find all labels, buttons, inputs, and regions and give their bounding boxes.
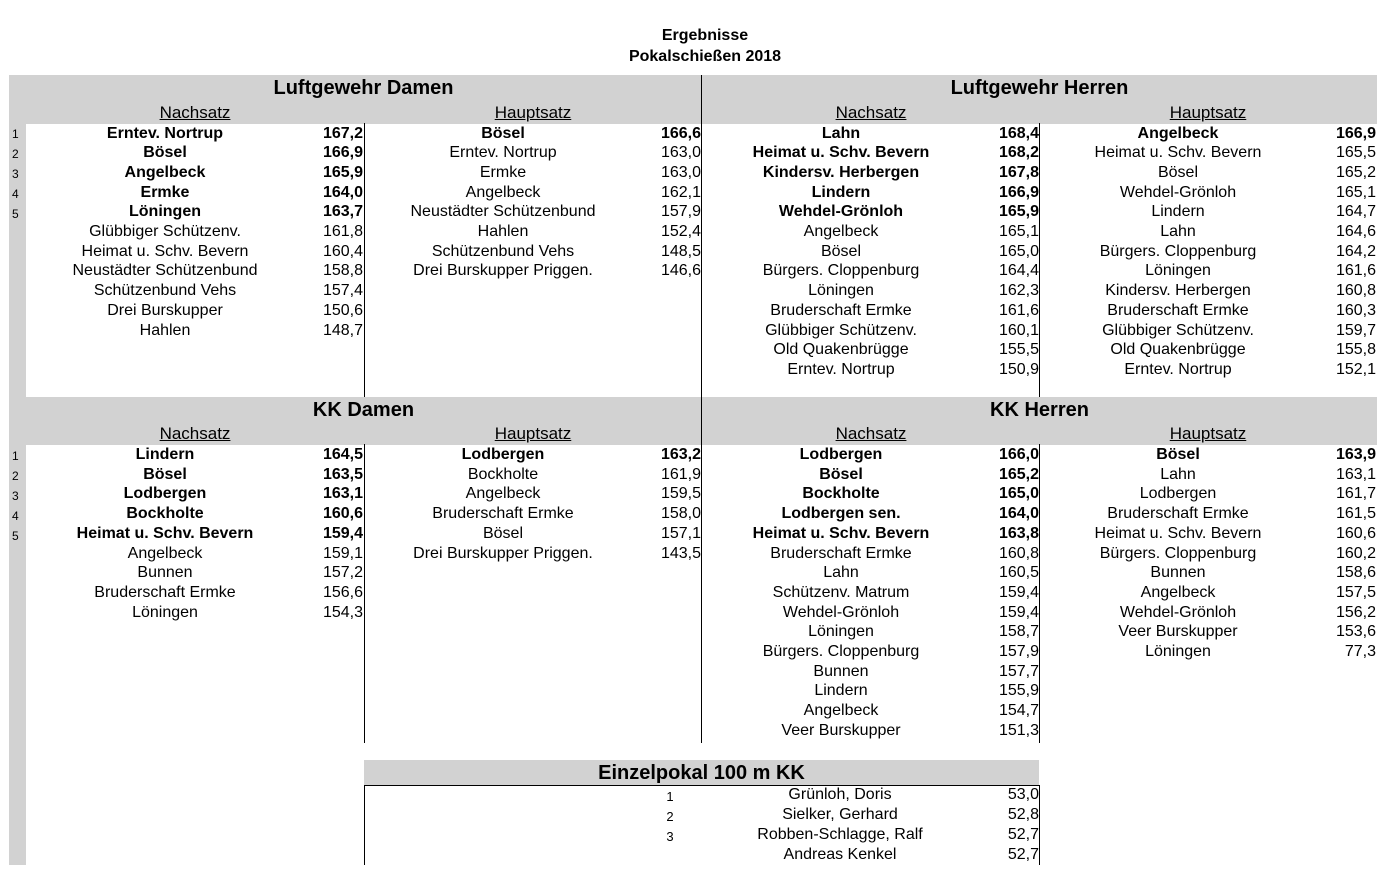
- score-value: 153,6: [1335, 623, 1376, 641]
- table-row: [702, 183, 1040, 203]
- team-name: Bürgers. Cloppenburg: [1099, 544, 1257, 562]
- team-name: Angelbeck: [1137, 124, 1219, 142]
- team-name: Bösel: [1156, 446, 1200, 463]
- score-value: 165,5: [1335, 144, 1376, 162]
- table-row: [26, 301, 364, 321]
- team-name: Löningen: [129, 203, 201, 221]
- score-value: 165,0: [998, 485, 1039, 503]
- score-value: 166,9: [998, 183, 1039, 201]
- page-title-line1: Ergebnisse: [661, 27, 749, 44]
- team-name: Löningen: [1145, 262, 1211, 280]
- score-value: 164,7: [1335, 203, 1376, 221]
- team-name: Heimat u. Schv. Bevern: [752, 144, 930, 162]
- table-row: [702, 544, 1040, 564]
- score-value: 164,0: [998, 505, 1039, 523]
- team-name: Angelbeck: [127, 544, 203, 562]
- table-row: [1039, 603, 1377, 623]
- table-row: [1039, 301, 1377, 321]
- team-name: Erntev. Nortrup: [787, 360, 895, 378]
- score-value: 164,6: [1335, 223, 1376, 240]
- team-name: Wehdel-Grönloh: [1119, 183, 1237, 201]
- table-row: [1039, 360, 1377, 380]
- rank-mid-1: 1: [12, 449, 19, 463]
- team-name: Bürgers. Cloppenburg: [1099, 242, 1257, 260]
- team-name: Erntev. Nortrup: [1124, 360, 1232, 378]
- table-row: [702, 681, 1040, 701]
- team-name: Löningen: [808, 282, 874, 300]
- table-row: [702, 563, 1040, 583]
- table-row: [1039, 340, 1377, 360]
- team-name: Veer Burskupper: [781, 721, 901, 739]
- team-name: Löningen: [132, 603, 198, 621]
- table-row: [364, 202, 702, 222]
- table-row: [702, 465, 1040, 485]
- subheader-lg-damen-hauptsatz: Hauptsatz: [494, 103, 572, 122]
- table-row: [702, 340, 1040, 360]
- team-name: Bockholte: [126, 505, 204, 523]
- table-row: [364, 183, 702, 203]
- team-name: Bruderschaft Ermke: [94, 583, 236, 601]
- team-name: Schützenbund Vehs: [93, 282, 237, 300]
- rank-mid-5: 5: [12, 529, 19, 543]
- team-name: Lindern: [1151, 203, 1205, 221]
- team-name: Heimat u. Schv. Bevern: [1094, 144, 1262, 162]
- section-title-kk-damen: KK Damen: [312, 399, 415, 421]
- table-row: [702, 360, 1040, 380]
- score-value: 77,3: [1344, 643, 1376, 660]
- score-value: 161,6: [998, 301, 1039, 319]
- table-row: [26, 163, 364, 183]
- team-name: Glübbiger Schützenv.: [89, 223, 241, 240]
- team-name: Angelbeck: [465, 183, 541, 201]
- score-value: 161,5: [1335, 505, 1376, 523]
- table-row: [26, 603, 364, 623]
- score-value: 167,8: [998, 163, 1039, 181]
- score-value: 161,8: [322, 223, 363, 240]
- score-value: 164,4: [998, 262, 1039, 280]
- team-name: Bockholte: [802, 485, 880, 503]
- score-value: 163,9: [1335, 446, 1376, 463]
- table-row: [1039, 642, 1377, 662]
- team-name: Bruderschaft Ermke: [432, 505, 574, 523]
- team-name: Bösel: [143, 144, 187, 162]
- table-row: [702, 124, 1040, 144]
- table-row: [364, 222, 702, 242]
- team-name: Lindern: [135, 446, 195, 463]
- table-row: [702, 785, 1040, 805]
- score-value: 165,2: [1335, 163, 1376, 181]
- team-name: Lahn: [823, 564, 859, 582]
- score-value: 160,4: [322, 242, 363, 260]
- table-row: [364, 504, 702, 524]
- team-name: Angelbeck: [124, 163, 206, 181]
- table-row: [1039, 445, 1377, 465]
- score-value: 53,0: [1007, 786, 1039, 803]
- rank-top-4: 4: [12, 187, 19, 201]
- score-value: 146,6: [660, 262, 701, 280]
- score-value: 148,7: [322, 321, 363, 339]
- table-row: [364, 242, 702, 262]
- table-row: [26, 445, 364, 465]
- score-value: 168,4: [998, 124, 1039, 142]
- table-row: [702, 583, 1040, 603]
- score-value: 163,1: [322, 485, 363, 503]
- team-name: Heimat u. Schv. Bevern: [81, 242, 249, 260]
- team-name: Bürgers. Cloppenburg: [762, 643, 920, 660]
- table-row: [26, 321, 364, 341]
- score-value: 156,6: [322, 583, 363, 601]
- score-value: 163,5: [322, 465, 363, 483]
- team-name: Ermke: [140, 183, 190, 201]
- team-name: Bunnen: [1150, 564, 1206, 582]
- table-row: [702, 662, 1040, 682]
- score-value: 152,1: [1335, 360, 1376, 378]
- table-row: [1039, 465, 1377, 485]
- einzel-rank: 2: [666, 809, 674, 824]
- score-value: 150,9: [998, 360, 1039, 378]
- team-name: Lodbergen: [461, 446, 545, 463]
- team-name: Wehdel-Grönloh: [782, 603, 900, 621]
- table-row: [364, 445, 702, 465]
- rank-mid-3: 3: [12, 489, 19, 503]
- score-value: 158,0: [660, 505, 701, 523]
- score-value: 163,0: [660, 163, 701, 181]
- rank-top-1: 1: [12, 127, 19, 141]
- team-name: Ermke: [479, 163, 527, 181]
- team-name: Angelbeck: [465, 485, 541, 503]
- score-value: 160,5: [998, 564, 1039, 582]
- team-name: Bruderschaft Ermke: [1107, 505, 1249, 523]
- team-name: Kindersv. Herbergen: [1105, 282, 1251, 300]
- table-row: [1039, 143, 1377, 163]
- table-row: [702, 143, 1040, 163]
- table-row: [702, 524, 1040, 544]
- score-value: 166,6: [660, 124, 701, 142]
- rank-top-3: 3: [12, 167, 19, 181]
- table-row: [26, 544, 364, 564]
- table-row: [1039, 504, 1377, 524]
- score-value: 159,4: [998, 603, 1039, 621]
- table-row: [702, 805, 1040, 825]
- score-value: 150,6: [322, 301, 363, 319]
- table-row: [702, 701, 1040, 721]
- table-row: [1039, 583, 1377, 603]
- table-row: [702, 301, 1040, 321]
- score-value: 164,0: [322, 183, 363, 201]
- divider-einzel-left: [364, 785, 365, 865]
- score-value: 165,0: [998, 242, 1039, 260]
- score-value: 154,7: [998, 702, 1039, 720]
- score-value: 158,7: [998, 623, 1039, 641]
- table-row: [364, 261, 702, 281]
- team-name: Bösel: [819, 465, 863, 483]
- team-name: Hahlen: [139, 321, 191, 339]
- score-value: 155,8: [1335, 341, 1376, 359]
- score-value: 151,3: [998, 721, 1039, 739]
- score-value: 159,4: [998, 583, 1039, 601]
- team-name: Schützenbund Vehs: [431, 242, 575, 260]
- team-name: Angelbeck: [1140, 583, 1216, 601]
- team-name: Old Quakenbrügge: [1110, 341, 1246, 359]
- team-name: Glübbiger Schützenv.: [765, 321, 917, 339]
- table-row: [26, 484, 364, 504]
- score-value: 157,9: [998, 643, 1039, 660]
- score-value: 160,8: [998, 544, 1039, 562]
- table-row: [26, 183, 364, 203]
- table-row: [702, 721, 1040, 741]
- score-value: 159,7: [1335, 321, 1376, 339]
- team-name: Löningen: [1145, 643, 1211, 660]
- rank-top-2: 2: [12, 147, 19, 161]
- score-value: 163,0: [660, 144, 701, 162]
- score-value: 162,1: [660, 183, 701, 201]
- table-row: [26, 563, 364, 583]
- score-value: 165,9: [322, 163, 363, 181]
- subheader-kk-damen-hauptsatz: Hauptsatz: [494, 424, 572, 443]
- subheader-lg-damen-nachsatz: Nachsatz: [159, 103, 231, 122]
- table-row: [26, 124, 364, 144]
- score-value: 164,5: [322, 446, 363, 463]
- section-title-lg-damen: Luftgewehr Damen: [273, 77, 454, 99]
- section-title-lg-herren: Luftgewehr Herren: [950, 77, 1129, 99]
- table-row: [1039, 321, 1377, 341]
- team-name: Bürgers. Cloppenburg: [762, 262, 920, 280]
- table-row: [1039, 563, 1377, 583]
- score-value: 157,9: [660, 203, 701, 221]
- team-name: Bunnen: [813, 662, 869, 680]
- team-name: Löningen: [808, 623, 874, 641]
- score-value: 163,1: [1335, 465, 1376, 483]
- score-value: 166,9: [1335, 124, 1376, 142]
- team-name: Bösel: [482, 524, 524, 542]
- team-name: Heimat u. Schv. Bevern: [752, 524, 930, 542]
- table-row: [702, 603, 1040, 623]
- section-title-einzelpokal: Einzelpokal 100 m KK: [598, 762, 805, 784]
- table-row: [1039, 124, 1377, 144]
- shooter-name: Sielker, Gerhard: [782, 806, 898, 823]
- score-value: 143,5: [660, 544, 701, 562]
- team-name: Lodbergen: [1139, 485, 1217, 503]
- table-row: [26, 465, 364, 485]
- table-row: [702, 261, 1040, 281]
- score-value: 165,1: [1335, 183, 1376, 201]
- team-name: Bösel: [143, 465, 187, 483]
- team-name: Neustädter Schützenbund: [72, 262, 258, 280]
- team-name: Wehdel-Grönloh: [778, 203, 904, 221]
- score-value: 155,9: [998, 682, 1039, 700]
- subheader-lg-herren-hauptsatz: Hauptsatz: [1169, 103, 1247, 122]
- score-value: 160,1: [998, 321, 1039, 339]
- einzel-rank: 3: [666, 829, 674, 844]
- score-value: 159,5: [660, 485, 701, 503]
- score-value: 165,2: [998, 465, 1039, 483]
- team-name: Angelbeck: [803, 223, 879, 240]
- team-name: Drei Burskupper: [107, 301, 223, 319]
- team-name: Bösel: [1157, 163, 1199, 181]
- team-name: Lahn: [821, 124, 861, 142]
- table-row: [364, 124, 702, 144]
- table-row: [26, 504, 364, 524]
- score-value: 157,7: [998, 662, 1039, 680]
- score-value: 159,1: [322, 544, 363, 562]
- score-value: 168,2: [998, 144, 1039, 162]
- table-row: [1039, 524, 1377, 544]
- team-name: Wehdel-Grönloh: [1119, 603, 1237, 621]
- table-row: [364, 465, 702, 485]
- shooter-name: Grünloh, Doris: [788, 786, 892, 803]
- table-row: [1039, 183, 1377, 203]
- table-row: [1039, 163, 1377, 183]
- score-value: 158,8: [322, 262, 363, 280]
- score-value: 152,4: [660, 223, 701, 240]
- score-value: 160,6: [322, 505, 363, 523]
- table-row: [1039, 622, 1377, 642]
- score-value: 161,6: [1335, 262, 1376, 280]
- team-name: Lahn: [1160, 223, 1196, 240]
- table-row: [702, 845, 1040, 865]
- score-value: 165,1: [998, 223, 1039, 240]
- table-row: [26, 242, 364, 262]
- table-row: [1039, 281, 1377, 301]
- subheader-kk-herren-hauptsatz: Hauptsatz: [1169, 424, 1247, 443]
- team-name: Bösel: [481, 124, 525, 142]
- rank-mid-2: 2: [12, 469, 19, 483]
- team-name: Lodbergen: [123, 485, 207, 503]
- score-value: 52,7: [1007, 826, 1039, 843]
- team-name: Bunnen: [137, 564, 193, 582]
- team-name: Glübbiger Schützenv.: [1102, 321, 1254, 339]
- table-row: [702, 163, 1040, 183]
- score-value: 163,8: [998, 524, 1039, 542]
- table-row: [26, 222, 364, 242]
- table-row: [1039, 484, 1377, 504]
- shooter-name: Robben-Schlagge, Ralf: [757, 826, 923, 843]
- score-value: 160,8: [1335, 282, 1376, 300]
- score-value: 156,2: [1335, 603, 1376, 621]
- team-name: Lindern: [811, 183, 871, 201]
- table-row: [702, 484, 1040, 504]
- table-row: [1039, 544, 1377, 564]
- table-row: [364, 143, 702, 163]
- table-row: [702, 281, 1040, 301]
- table-row: [26, 524, 364, 544]
- score-value: 163,2: [660, 446, 701, 463]
- table-row: [702, 202, 1040, 222]
- team-name: Bruderschaft Ermke: [770, 544, 912, 562]
- table-row: [26, 202, 364, 222]
- score-value: 166,9: [322, 144, 363, 162]
- score-value: 157,4: [322, 282, 363, 300]
- team-name: Bruderschaft Ermke: [1107, 301, 1249, 319]
- team-name: Angelbeck: [803, 702, 879, 720]
- score-value: 155,5: [998, 341, 1039, 359]
- rank-top-5: 5: [12, 207, 19, 221]
- table-row: [1039, 261, 1377, 281]
- section-title-kk-herren: KK Herren: [990, 399, 1089, 421]
- table-row: [26, 583, 364, 603]
- team-name: Neustädter Schützenbund: [410, 203, 596, 221]
- table-row: [702, 642, 1040, 662]
- score-value: 148,5: [660, 242, 701, 260]
- team-name: Heimat u. Schv. Bevern: [1094, 524, 1262, 542]
- team-name: Heimat u. Schv. Bevern: [76, 524, 254, 542]
- team-name: Erntev. Nortrup: [106, 124, 224, 142]
- table-row: [702, 622, 1040, 642]
- team-name: Bockholte: [467, 465, 539, 483]
- table-row: [702, 321, 1040, 341]
- score-value: 160,2: [1335, 544, 1376, 562]
- team-name: Hahlen: [477, 223, 529, 240]
- subheader-kk-damen-nachsatz: Nachsatz: [159, 424, 231, 443]
- score-value: 159,4: [322, 524, 363, 542]
- score-value: 52,7: [1007, 846, 1039, 863]
- team-name: Veer Burskupper: [1118, 623, 1238, 641]
- table-row: [364, 544, 702, 564]
- score-value: 162,3: [998, 282, 1039, 300]
- score-value: 52,8: [1007, 806, 1039, 823]
- subheader-kk-herren-nachsatz: Nachsatz: [835, 424, 907, 443]
- team-name: Drei Burskupper Priggen.: [413, 544, 593, 562]
- score-value: 160,3: [1335, 301, 1376, 319]
- team-name: Drei Burskupper Priggen.: [413, 262, 593, 280]
- score-value: 157,2: [322, 564, 363, 582]
- score-value: 157,1: [660, 524, 701, 542]
- score-value: 154,3: [322, 603, 363, 621]
- table-row: [1039, 222, 1377, 242]
- score-value: 167,2: [322, 124, 363, 142]
- score-value: 164,2: [1335, 242, 1376, 260]
- subheader-lg-herren-nachsatz: Nachsatz: [835, 103, 907, 122]
- team-name: Lahn: [1160, 465, 1196, 483]
- team-name: Bösel: [820, 242, 862, 260]
- score-value: 157,5: [1335, 583, 1376, 601]
- einzel-rank: 1: [666, 789, 674, 804]
- table-row: [364, 524, 702, 544]
- team-name: Old Quakenbrügge: [773, 341, 909, 359]
- table-row: [26, 143, 364, 163]
- team-name: Kindersv. Herbergen: [762, 163, 920, 181]
- table-row: [702, 222, 1040, 242]
- table-row: [364, 163, 702, 183]
- score-value: 158,6: [1335, 564, 1376, 582]
- table-row: [702, 825, 1040, 845]
- table-row: [364, 484, 702, 504]
- shooter-name: Andreas Kenkel: [783, 846, 897, 863]
- score-value: 161,7: [1335, 485, 1376, 503]
- table-row: [26, 261, 364, 281]
- score-value: 163,7: [322, 203, 363, 221]
- table-row: [1039, 242, 1377, 262]
- table-row: [702, 445, 1040, 465]
- score-value: 165,9: [998, 203, 1039, 221]
- score-value: 160,6: [1335, 524, 1376, 542]
- team-name: Lindern: [814, 682, 868, 700]
- table-row: [702, 504, 1040, 524]
- rank-mid-4: 4: [12, 509, 19, 523]
- table-row: [26, 281, 364, 301]
- score-value: 166,0: [998, 446, 1039, 463]
- team-name: Erntev. Nortrup: [449, 144, 557, 162]
- team-name: Bruderschaft Ermke: [770, 301, 912, 319]
- team-name: Lodbergen: [799, 446, 883, 463]
- table-row: [702, 242, 1040, 262]
- table-row: [1039, 202, 1377, 222]
- team-name: Schützenv. Matrum: [772, 583, 910, 601]
- team-name: Lodbergen sen.: [781, 505, 901, 523]
- score-value: 161,9: [660, 465, 701, 483]
- page-title-line2: Pokalschießen 2018: [628, 48, 782, 65]
